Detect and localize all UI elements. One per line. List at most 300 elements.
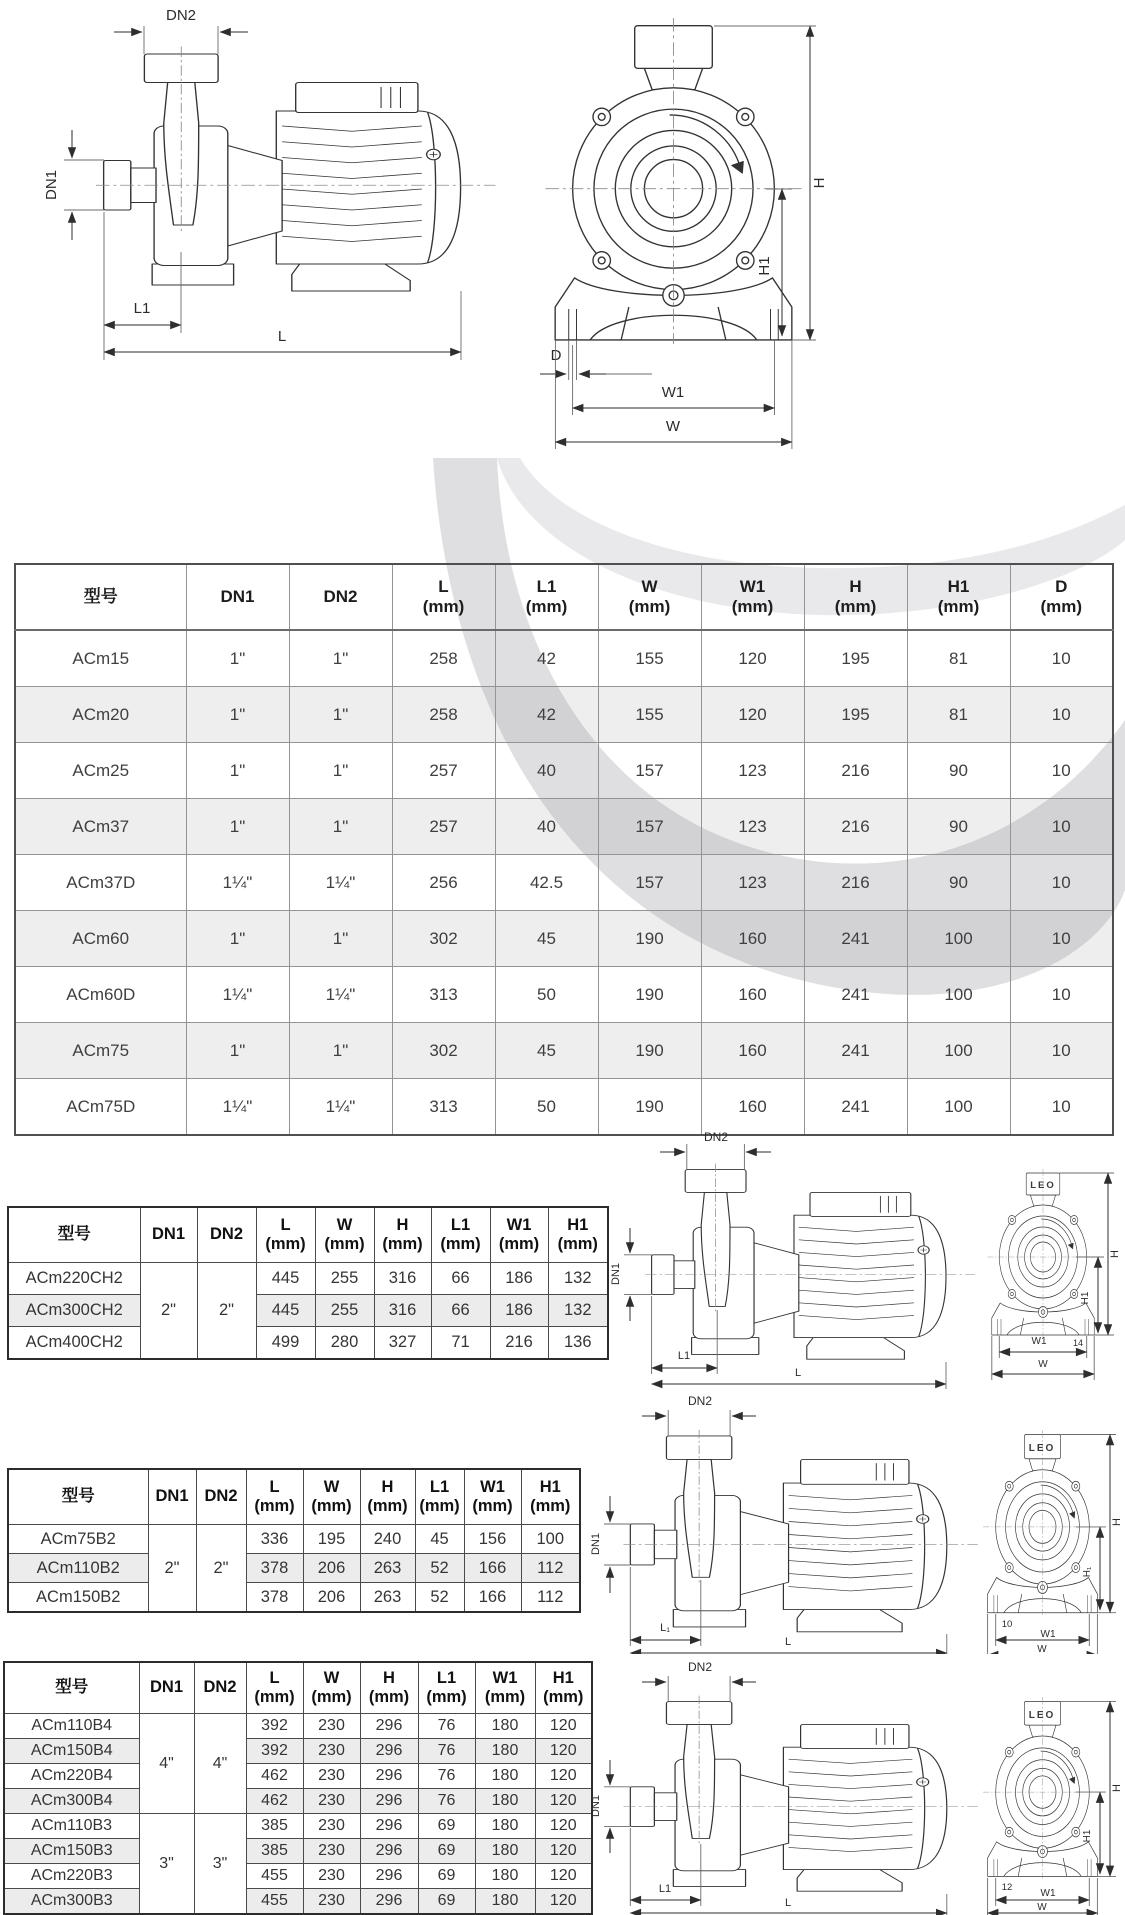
cell-value: 160 (701, 1079, 804, 1136)
dim-label-w: W (1037, 1902, 1047, 1913)
cell-value: 69 (418, 1864, 475, 1889)
header-cell: D (mm) (1010, 564, 1113, 630)
cell-model: ACm110B4 (4, 1714, 139, 1739)
cell-value: 2" (148, 1525, 196, 1613)
dim-label-bolt: 12 (1001, 1882, 1013, 1893)
header-cell: 型号 (8, 1207, 140, 1263)
dim-label-dn1: DN1 (590, 1532, 602, 1556)
cell-value: 90 (907, 799, 1010, 855)
table-header-row (15, 564, 1113, 630)
cell-model: ACm110B2 (8, 1554, 148, 1583)
cell-model: ACm220CH2 (8, 1263, 140, 1295)
cell-value: 120 (535, 1714, 592, 1739)
header-cell: L1 (mm) (415, 1469, 464, 1525)
header-cell: W1 (mm) (475, 1662, 535, 1714)
cell-value: 1" (186, 630, 289, 687)
cell-value: 1¼" (186, 1079, 289, 1136)
dim-label-dn1: DN1 (610, 1262, 622, 1286)
cell-value: 40 (495, 799, 598, 855)
cell-value: 157 (598, 799, 701, 855)
cell-value: 180 (475, 1864, 535, 1889)
cell-value: 258 (392, 687, 495, 743)
cell-value: 336 (246, 1525, 303, 1554)
table-row (15, 1023, 1113, 1079)
dim-label-w1: W1 (1031, 1336, 1047, 1347)
header-cell: W (mm) (598, 564, 701, 630)
header-cell: H (mm) (360, 1469, 415, 1525)
table-row (15, 911, 1113, 967)
cell-model: ACm75 (15, 1023, 186, 1079)
cell-model: ACm300CH2 (8, 1295, 140, 1327)
cell-value: 2" (140, 1263, 197, 1360)
pump-drawing-b2 (520, 1384, 1125, 1654)
cell-value: 190 (598, 1023, 701, 1079)
cell-value: 230 (303, 1864, 360, 1889)
cell-value: 216 (804, 799, 907, 855)
header-cell: H1 (mm) (907, 564, 1010, 630)
cell-value: 255 (315, 1295, 374, 1327)
header-cell: DN2 (196, 1469, 246, 1525)
cell-value: 42.5 (495, 855, 598, 911)
cell-value: 123 (701, 799, 804, 855)
pump-side-view (610, 1130, 975, 1389)
cell-value: 392 (246, 1739, 303, 1764)
header-cell: H (mm) (804, 564, 907, 630)
table-row (4, 1714, 592, 1739)
cell-value: 241 (804, 911, 907, 967)
cell-value: 76 (418, 1714, 475, 1739)
cell-value: 1" (186, 743, 289, 799)
cell-model: ACm37 (15, 799, 186, 855)
table-row (4, 1864, 592, 1889)
cell-value: 445 (256, 1263, 315, 1295)
cell-value: 112 (521, 1583, 580, 1613)
cell-value: 10 (1010, 630, 1113, 687)
dim-label-dn2: DN2 (165, 7, 197, 24)
header-cell: W (mm) (303, 1469, 360, 1525)
dimensions-table-b34 (3, 1661, 593, 1915)
cell-value: 180 (475, 1889, 535, 1915)
table-row (15, 743, 1113, 799)
cell-value: 1" (186, 911, 289, 967)
cell-value: 155 (598, 687, 701, 743)
table-row (15, 855, 1113, 911)
dim-label-l1: L1 (133, 300, 151, 317)
header-cell: H (mm) (374, 1207, 431, 1263)
cell-value: 3" (194, 1814, 246, 1915)
header-cell: L (mm) (246, 1469, 303, 1525)
cell-model: ACm75D (15, 1079, 186, 1136)
cell-value: 180 (475, 1764, 535, 1789)
dim-label-l: L (784, 1636, 792, 1648)
cell-value: 1" (289, 687, 392, 743)
cell-value: 4" (139, 1714, 194, 1814)
cell-value: 2" (196, 1525, 246, 1613)
table-row (15, 687, 1113, 743)
cell-value: 280 (315, 1327, 374, 1360)
dim-label-w: W (1037, 1644, 1047, 1654)
table-row (15, 1079, 1113, 1136)
cell-value: 1¼" (289, 1079, 392, 1136)
cell-value: 66 (431, 1295, 490, 1327)
table-row (4, 1814, 592, 1839)
cell-value: 230 (303, 1789, 360, 1814)
cell-value: 1" (289, 1023, 392, 1079)
cell-value: 160 (701, 1023, 804, 1079)
cell-value: 216 (490, 1327, 548, 1360)
dim-label-dn2: DN2 (687, 1394, 713, 1408)
cell-value: 123 (701, 743, 804, 799)
cell-model: ACm75B2 (8, 1525, 148, 1554)
cell-value: 263 (360, 1583, 415, 1613)
cell-value: 10 (1010, 855, 1113, 911)
dim-label-d: D (550, 347, 562, 364)
cell-value: 263 (360, 1554, 415, 1583)
cell-value: 120 (535, 1864, 592, 1889)
cell-value: 52 (415, 1583, 464, 1613)
cell-value: 71 (431, 1327, 490, 1360)
cell-value: 160 (701, 967, 804, 1023)
cell-model: ACm400CH2 (8, 1327, 140, 1360)
cell-value: 69 (418, 1889, 475, 1915)
cell-value: 45 (495, 1023, 598, 1079)
header-cell: L (mm) (256, 1207, 315, 1263)
header-cell: W (mm) (315, 1207, 374, 1263)
cell-value: 230 (303, 1764, 360, 1789)
pump-side-view (590, 1660, 978, 1915)
cell-value: 499 (256, 1327, 315, 1360)
cell-value: 455 (246, 1889, 303, 1915)
table-row (8, 1263, 608, 1295)
header-cell: L (mm) (392, 564, 495, 630)
cell-value: 100 (907, 911, 1010, 967)
header-cell: L1 (mm) (495, 564, 598, 630)
cell-value: 296 (360, 1714, 418, 1739)
cell-value: 120 (535, 1889, 592, 1915)
cell-value: 100 (907, 1023, 1010, 1079)
cell-value: 120 (535, 1739, 592, 1764)
header-cell: 型号 (15, 564, 186, 630)
table-header-row (4, 1662, 592, 1714)
dim-label-w1: W1 (1040, 1888, 1056, 1899)
dim-label-h1: H₁ (1082, 1566, 1093, 1578)
cell-model: ACm25 (15, 743, 186, 799)
cell-value: 180 (475, 1814, 535, 1839)
cell-value: 1" (186, 687, 289, 743)
cell-model: ACm60 (15, 911, 186, 967)
header-cell: DN2 (289, 564, 392, 630)
cell-value: 186 (490, 1295, 548, 1327)
cell-value: 40 (495, 743, 598, 799)
table-row (8, 1327, 608, 1360)
header-cell: W1 (mm) (490, 1207, 548, 1263)
cell-value: 155 (598, 630, 701, 687)
cell-value: 296 (360, 1814, 418, 1839)
cell-value: 296 (360, 1864, 418, 1889)
cell-value: 195 (303, 1525, 360, 1554)
cell-value: 1" (186, 1023, 289, 1079)
cell-value: 166 (464, 1583, 521, 1613)
cell-value: 385 (246, 1814, 303, 1839)
header-cell: H1 (mm) (535, 1662, 592, 1714)
leo-logo: LEO (1028, 1710, 1056, 1721)
cell-value: 316 (374, 1263, 431, 1295)
cell-value: 195 (804, 630, 907, 687)
cell-value: 100 (907, 967, 1010, 1023)
cell-value: 313 (392, 1079, 495, 1136)
cell-value: 120 (535, 1839, 592, 1864)
cell-model: ACm60D (15, 967, 186, 1023)
cell-value: 132 (548, 1295, 608, 1327)
dim-label-l: L (784, 1897, 792, 1909)
cell-value: 136 (548, 1327, 608, 1360)
dim-label-l1: L1 (658, 1883, 672, 1895)
cell-value: 256 (392, 855, 495, 911)
cell-value: 378 (246, 1583, 303, 1613)
cell-value: 45 (495, 911, 598, 967)
header-cell: DN2 (197, 1207, 256, 1263)
cell-model: ACm300B4 (4, 1789, 139, 1814)
cell-value: 257 (392, 799, 495, 855)
pump-front-view (988, 1169, 1121, 1380)
cell-value: 257 (392, 743, 495, 799)
cell-value: 10 (1010, 1023, 1113, 1079)
cell-value: 90 (907, 855, 1010, 911)
header-cell: DN1 (140, 1207, 197, 1263)
table-row (8, 1583, 580, 1613)
cell-value: 42 (495, 630, 598, 687)
cell-value: 206 (303, 1554, 360, 1583)
cell-value: 10 (1010, 967, 1113, 1023)
table-row (8, 1554, 580, 1583)
cell-value: 42 (495, 687, 598, 743)
dimensions-table-b2 (7, 1468, 581, 1613)
cell-value: 180 (475, 1714, 535, 1739)
dim-label-l1: L1 (677, 1350, 691, 1362)
cell-value: 186 (490, 1263, 548, 1295)
cell-value: 190 (598, 1079, 701, 1136)
cell-value: 296 (360, 1739, 418, 1764)
cell-value: 302 (392, 1023, 495, 1079)
cell-value: 10 (1010, 911, 1113, 967)
cell-value: 230 (303, 1739, 360, 1764)
cell-value: 1¼" (289, 855, 392, 911)
cell-model: ACm15 (15, 630, 186, 687)
dim-label-dn1: DN1 (43, 169, 60, 201)
cell-value: 81 (907, 687, 1010, 743)
cell-value: 195 (804, 687, 907, 743)
cell-model: ACm150B2 (8, 1583, 148, 1613)
table-header-row (8, 1207, 608, 1263)
cell-value: 240 (360, 1525, 415, 1554)
cell-value: 296 (360, 1789, 418, 1814)
cell-value: 1¼" (289, 967, 392, 1023)
dim-label-l: L (794, 1367, 802, 1379)
dim-label-l: L (277, 328, 287, 345)
cell-value: 1" (289, 799, 392, 855)
cell-value: 52 (415, 1554, 464, 1583)
pump-front-view (540, 18, 828, 449)
table-row (15, 799, 1113, 855)
cell-value: 258 (392, 630, 495, 687)
cell-value: 180 (475, 1739, 535, 1764)
cell-value: 255 (315, 1263, 374, 1295)
cell-model: ACm300B3 (4, 1889, 139, 1915)
cell-value: 50 (495, 1079, 598, 1136)
cell-value: 3" (139, 1814, 194, 1915)
cell-model: ACm150B3 (4, 1839, 139, 1864)
dim-label-h: H (811, 177, 828, 189)
cell-value: 327 (374, 1327, 431, 1360)
cell-value: 90 (907, 743, 1010, 799)
dimensions-table-main (14, 563, 1114, 1136)
leo-logo: LEO (1028, 1443, 1056, 1454)
header-cell: DN1 (186, 564, 289, 630)
pump-front-view (983, 1430, 1123, 1654)
leo-logo: LEO (1030, 1180, 1056, 1191)
dim-label-dn2: DN2 (703, 1130, 729, 1144)
dim-label-w1: W1 (661, 384, 685, 401)
cell-value: 241 (804, 1079, 907, 1136)
dim-label-w1: W1 (1040, 1629, 1056, 1640)
cell-value: 156 (464, 1525, 521, 1554)
table-row (4, 1764, 592, 1789)
cell-value: 1" (289, 911, 392, 967)
pump-front-view (983, 1697, 1123, 1915)
cell-value: 166 (464, 1554, 521, 1583)
header-cell: W1 (mm) (701, 564, 804, 630)
dim-label-w: W (665, 418, 681, 435)
cell-model: ACm150B4 (4, 1739, 139, 1764)
table-row (15, 630, 1113, 687)
cell-value: 296 (360, 1839, 418, 1864)
cell-value: 230 (303, 1714, 360, 1739)
cell-value: 230 (303, 1839, 360, 1864)
cell-value: 1¼" (186, 855, 289, 911)
cell-value: 76 (418, 1739, 475, 1764)
cell-value: 123 (701, 855, 804, 911)
cell-value: 132 (548, 1263, 608, 1295)
pump-drawing-top (0, 0, 1125, 462)
header-cell: L1 (mm) (431, 1207, 490, 1263)
pump-drawing-ch2 (608, 1128, 1125, 1390)
cell-value: 69 (418, 1839, 475, 1864)
cell-value: 296 (360, 1764, 418, 1789)
cell-value: 190 (598, 911, 701, 967)
cell-value: 455 (246, 1864, 303, 1889)
cell-value: 216 (804, 743, 907, 799)
cell-value: 10 (1010, 799, 1113, 855)
cell-value: 66 (431, 1263, 490, 1295)
table-row (8, 1295, 608, 1327)
cell-value: 120 (535, 1789, 592, 1814)
cell-model: ACm20 (15, 687, 186, 743)
cell-value: 241 (804, 967, 907, 1023)
cell-value: 378 (246, 1554, 303, 1583)
cell-value: 4" (194, 1714, 246, 1814)
cell-value: 296 (360, 1889, 418, 1915)
cell-model: ACm220B3 (4, 1864, 139, 1889)
header-cell: H1 (mm) (548, 1207, 608, 1263)
cell-model: ACm220B4 (4, 1764, 139, 1789)
cell-value: 216 (804, 855, 907, 911)
cell-value: 230 (303, 1814, 360, 1839)
cell-value: 462 (246, 1764, 303, 1789)
dim-label-l1: L₁ (660, 1622, 670, 1634)
header-cell: DN2 (194, 1662, 246, 1714)
table-row (4, 1889, 592, 1915)
header-cell: W1 (mm) (464, 1469, 521, 1525)
cell-value: 10 (1010, 687, 1113, 743)
cell-value: 313 (392, 967, 495, 1023)
dim-label-h: H (1111, 1784, 1123, 1792)
cell-value: 120 (701, 687, 804, 743)
cell-value: 120 (535, 1814, 592, 1839)
cell-value: 241 (804, 1023, 907, 1079)
header-cell: L (mm) (246, 1662, 303, 1714)
dim-label-bolt: 10 (1001, 1619, 1013, 1630)
table-row (8, 1525, 580, 1554)
cell-value: 1" (289, 743, 392, 799)
cell-model: ACm110B3 (4, 1814, 139, 1839)
cell-value: 160 (701, 911, 804, 967)
table-row (4, 1839, 592, 1864)
header-cell: DN1 (148, 1469, 196, 1525)
cell-value: 76 (418, 1764, 475, 1789)
cell-value: 10 (1010, 743, 1113, 799)
dim-label-h1: H1 (756, 256, 773, 276)
dim-label-w: W (1038, 1359, 1048, 1370)
dimensions-table-ch2 (7, 1206, 609, 1360)
table-row (15, 967, 1113, 1023)
dim-label-h: H (1111, 1518, 1123, 1526)
cell-value: 120 (535, 1764, 592, 1789)
dim-label-h: H (1109, 1250, 1121, 1258)
cell-value: 190 (598, 967, 701, 1023)
cell-value: 230 (303, 1889, 360, 1915)
header-cell: 型号 (8, 1469, 148, 1525)
pump-side-view (590, 1394, 978, 1654)
cell-value: 10 (1010, 1079, 1113, 1136)
cell-value: 1¼" (186, 967, 289, 1023)
cell-value: 302 (392, 911, 495, 967)
cell-value: 1" (289, 630, 392, 687)
header-cell: W (mm) (303, 1662, 360, 1714)
cell-value: 180 (475, 1789, 535, 1814)
cell-value: 45 (415, 1525, 464, 1554)
dim-label-h1: H1 (1080, 1291, 1091, 1305)
cell-value: 112 (521, 1554, 580, 1583)
cell-value: 100 (907, 1079, 1010, 1136)
table-header-row (8, 1469, 580, 1525)
cell-value: 81 (907, 630, 1010, 687)
header-cell: DN1 (139, 1662, 194, 1714)
cell-value: 76 (418, 1789, 475, 1814)
cell-value: 392 (246, 1714, 303, 1739)
cell-value: 69 (418, 1814, 475, 1839)
cell-value: 120 (701, 630, 804, 687)
cell-value: 1" (186, 799, 289, 855)
cell-value: 50 (495, 967, 598, 1023)
cell-value: 157 (598, 743, 701, 799)
header-cell: H (mm) (360, 1662, 418, 1714)
cell-value: 157 (598, 855, 701, 911)
cell-value: 180 (475, 1839, 535, 1864)
table-row (4, 1789, 592, 1814)
cell-value: 316 (374, 1295, 431, 1327)
dim-label-h1: H1 (1082, 1829, 1093, 1843)
cell-value: 2" (197, 1263, 256, 1360)
